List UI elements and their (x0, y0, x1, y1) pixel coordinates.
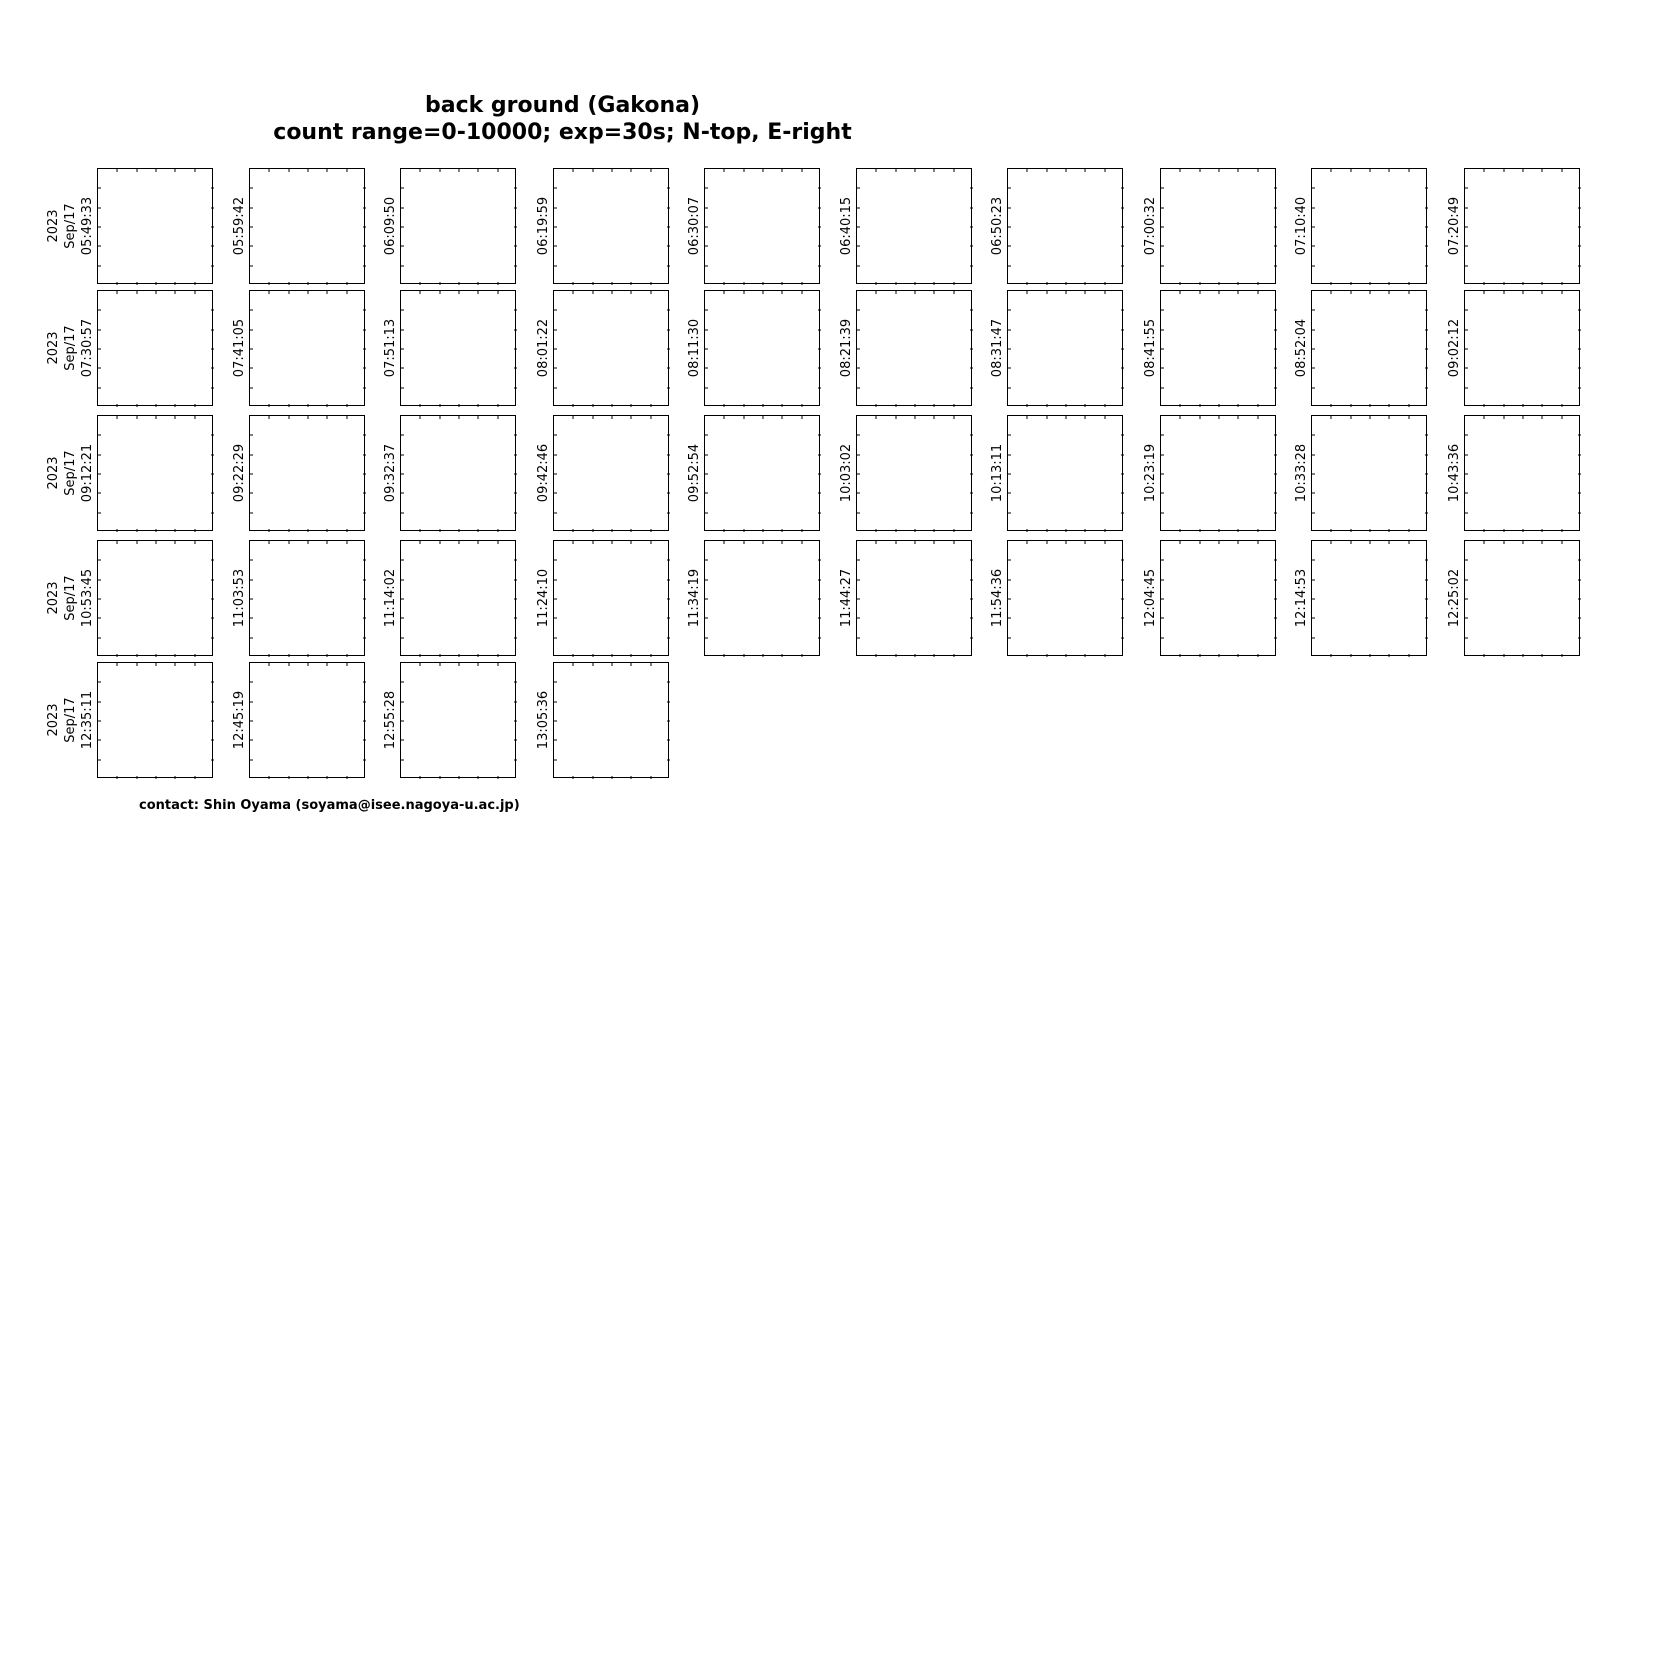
panel-time-label: 07:20:49 (1447, 196, 1462, 256)
panel-date-label: Sep/17 (63, 203, 78, 249)
panel-frame (400, 540, 516, 656)
panel-time-label: 06:19:59 (536, 196, 551, 256)
panel-time-label: 12:45:19 (232, 690, 247, 750)
panel-time-label: 10:13:11 (990, 443, 1005, 503)
panel-date-label: Sep/17 (63, 575, 78, 621)
panel-frame (1311, 168, 1427, 284)
panel-frame (1007, 168, 1123, 284)
panel-time-label: 09:52:54 (687, 443, 702, 503)
panel-time-label: 10:03:02 (839, 443, 854, 503)
panel-ticks (401, 416, 517, 532)
panel-ticks (98, 541, 214, 657)
panel-frame (249, 415, 365, 531)
panel-time-label: 12:04:45 (1143, 568, 1158, 628)
contact-text: contact: Shin Oyama (soyama@isee.nagoya-u.ac.jp) (139, 798, 520, 813)
panel-frame (400, 168, 516, 284)
panel-ticks (401, 541, 517, 657)
panel-time-label: 12:35:11 (80, 690, 95, 750)
panel-frame (704, 415, 820, 531)
chart-subtitle: count range=0-10000; exp=30s; N-top, E-right (273, 120, 852, 145)
panel-time-label: 07:41:05 (232, 318, 247, 378)
panel-ticks (98, 291, 214, 407)
panel-ticks (1008, 169, 1124, 285)
panel-time-label: 12:25:02 (1447, 568, 1462, 628)
panel-frame (400, 290, 516, 406)
panel-frame (97, 290, 213, 406)
panel-frame (553, 168, 669, 284)
panel-ticks (1008, 541, 1124, 657)
panel-ticks (1312, 291, 1428, 407)
panel-ticks (705, 541, 821, 657)
panel-time-label: 12:55:28 (383, 690, 398, 750)
panel-time-label: 10:43:36 (1447, 443, 1462, 503)
panel-ticks (554, 541, 670, 657)
panel-frame (1464, 168, 1580, 284)
panel-ticks (1161, 541, 1277, 657)
panel-frame (553, 662, 669, 778)
panel-ticks (554, 169, 670, 285)
panel-time-label: 07:51:13 (383, 318, 398, 378)
panel-ticks (857, 541, 973, 657)
panel-frame (704, 168, 820, 284)
panel-ticks (705, 169, 821, 285)
panel-time-label: 10:53:45 (80, 568, 95, 628)
panel-ticks (554, 291, 670, 407)
panel-frame (553, 415, 669, 531)
panel-ticks (554, 416, 670, 532)
panel-ticks (250, 416, 366, 532)
panel-time-label: 06:40:15 (839, 196, 854, 256)
panel-time-label: 11:34:19 (687, 568, 702, 628)
panel-time-label: 08:31:47 (990, 318, 1005, 378)
panel-time-label: 07:10:40 (1294, 196, 1309, 256)
panel-time-label: 10:23:19 (1143, 443, 1158, 503)
panel-ticks (98, 663, 214, 779)
panel-ticks (250, 291, 366, 407)
panel-ticks (705, 416, 821, 532)
panel-frame (1160, 415, 1276, 531)
panel-frame (97, 662, 213, 778)
panel-frame (553, 540, 669, 656)
panel-time-label: 09:02:12 (1447, 318, 1462, 378)
panel-time-label: 10:33:28 (1294, 443, 1309, 503)
panel-frame (97, 168, 213, 284)
panel-frame (249, 662, 365, 778)
panel-ticks (1312, 416, 1428, 532)
panel-frame (1160, 168, 1276, 284)
panel-year-label: 2023 (46, 581, 61, 615)
panel-time-label: 06:09:50 (383, 196, 398, 256)
panel-ticks (1465, 291, 1581, 407)
panel-frame (1311, 290, 1427, 406)
panel-frame (1007, 290, 1123, 406)
panel-ticks (401, 169, 517, 285)
panel-ticks (857, 291, 973, 407)
panel-time-label: 11:24:10 (536, 568, 551, 628)
panel-time-label: 05:49:33 (80, 196, 95, 256)
panel-time-label: 06:50:23 (990, 196, 1005, 256)
panel-ticks (1008, 416, 1124, 532)
panel-frame (1311, 540, 1427, 656)
panel-time-label: 09:32:37 (383, 443, 398, 503)
chart-title: back ground (Gakona) (424, 93, 701, 118)
panel-ticks (1008, 291, 1124, 407)
panel-time-label: 05:59:42 (232, 196, 247, 256)
panel-frame (856, 168, 972, 284)
panel-frame (856, 290, 972, 406)
panel-ticks (554, 663, 670, 779)
panel-frame (704, 290, 820, 406)
panel-ticks (401, 291, 517, 407)
panel-time-label: 07:30:57 (80, 318, 95, 378)
panel-year-label: 2023 (46, 456, 61, 490)
panel-frame (1160, 290, 1276, 406)
panel-year-label: 2023 (46, 703, 61, 737)
panel-ticks (250, 663, 366, 779)
panel-time-label: 09:12:21 (80, 443, 95, 503)
panel-date-label: Sep/17 (63, 697, 78, 743)
panel-frame (400, 415, 516, 531)
panel-frame (1464, 540, 1580, 656)
panel-ticks (98, 416, 214, 532)
panel-ticks (1465, 541, 1581, 657)
panel-ticks (98, 169, 214, 285)
panel-time-label: 08:21:39 (839, 318, 854, 378)
panel-ticks (1161, 416, 1277, 532)
panel-grid (0, 0, 1667, 800)
panel-frame (1464, 290, 1580, 406)
panel-ticks (1312, 169, 1428, 285)
panel-ticks (401, 663, 517, 779)
panel-time-label: 11:14:02 (383, 568, 398, 628)
panel-frame (553, 290, 669, 406)
panel-frame (1160, 540, 1276, 656)
panel-time-label: 08:11:30 (687, 318, 702, 378)
panel-date-label: Sep/17 (63, 450, 78, 496)
panel-ticks (1465, 169, 1581, 285)
panel-ticks (857, 169, 973, 285)
panel-ticks (1161, 291, 1277, 407)
panel-frame (400, 662, 516, 778)
panel-ticks (705, 291, 821, 407)
panel-frame (249, 540, 365, 656)
panel-time-label: 11:03:53 (232, 568, 247, 628)
panel-date-label: Sep/17 (63, 325, 78, 371)
panel-time-label: 06:30:07 (687, 196, 702, 256)
panel-time-label: 12:14:53 (1294, 568, 1309, 628)
panel-frame (704, 540, 820, 656)
panel-frame (97, 415, 213, 531)
panel-time-label: 13:05:36 (536, 690, 551, 750)
panel-time-label: 08:41:55 (1143, 318, 1158, 378)
panel-frame (1311, 415, 1427, 531)
panel-time-label: 08:01:22 (536, 318, 551, 378)
panel-frame (1007, 415, 1123, 531)
panel-year-label: 2023 (46, 209, 61, 243)
panel-ticks (1465, 416, 1581, 532)
panel-frame (856, 540, 972, 656)
panel-frame (249, 168, 365, 284)
panel-ticks (250, 541, 366, 657)
panel-ticks (857, 416, 973, 532)
panel-frame (249, 290, 365, 406)
panel-time-label: 09:22:29 (232, 443, 247, 503)
panel-time-label: 11:44:27 (839, 568, 854, 628)
panel-time-label: 08:52:04 (1294, 318, 1309, 378)
panel-frame (97, 540, 213, 656)
panel-ticks (1312, 541, 1428, 657)
panel-ticks (1161, 169, 1277, 285)
panel-frame (1007, 540, 1123, 656)
panel-frame (856, 415, 972, 531)
panel-time-label: 07:00:32 (1143, 196, 1158, 256)
panel-ticks (250, 169, 366, 285)
panel-time-label: 11:54:36 (990, 568, 1005, 628)
panel-frame (1464, 415, 1580, 531)
panel-year-label: 2023 (46, 331, 61, 365)
panel-time-label: 09:42:46 (536, 443, 551, 503)
